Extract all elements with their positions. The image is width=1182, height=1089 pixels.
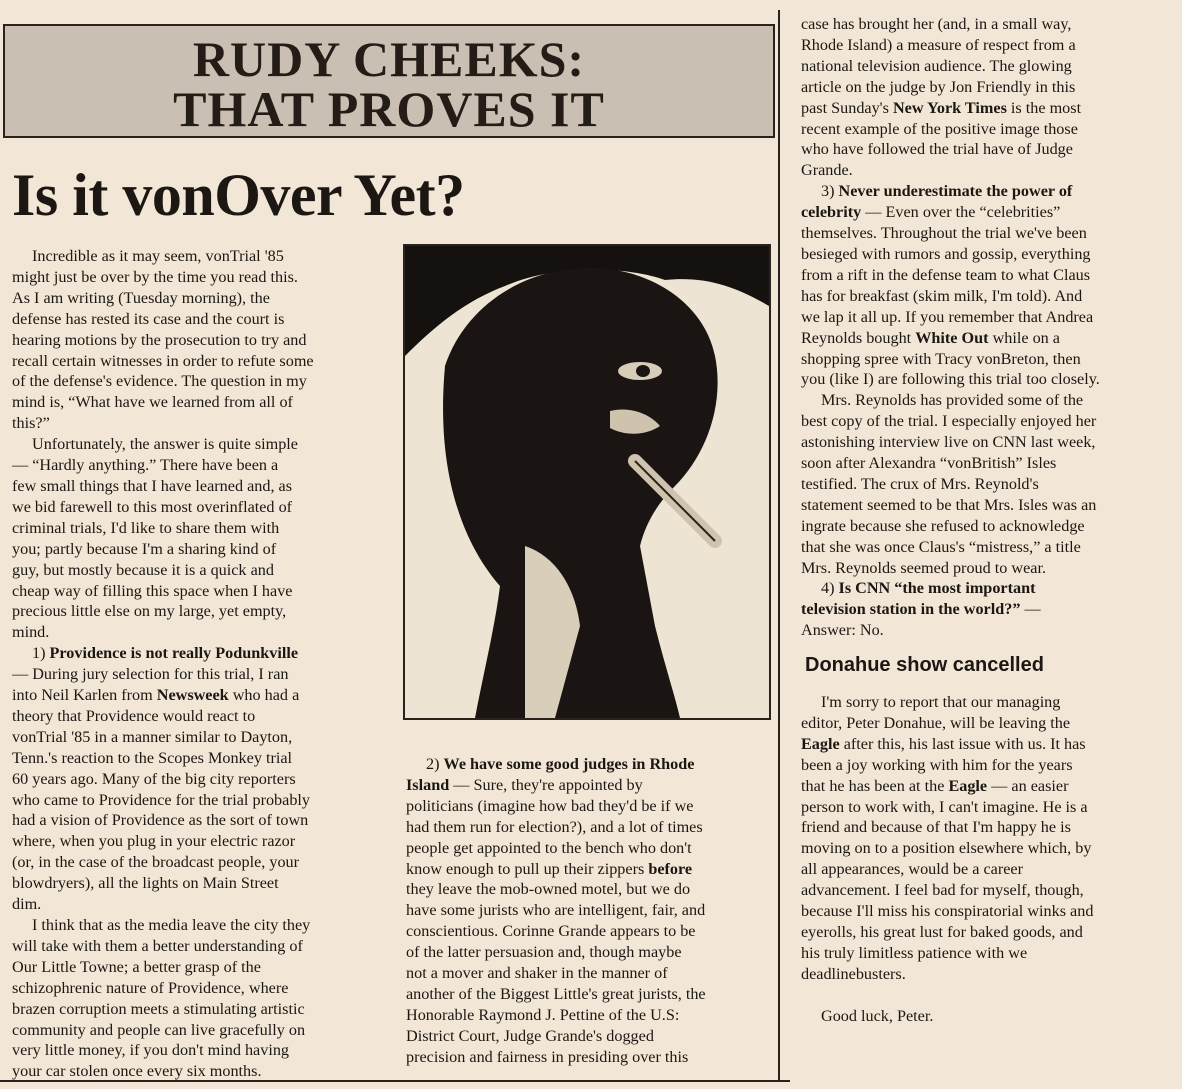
- text-run: moving on to a position elsewhere which, by: [801, 839, 1092, 858]
- text-line: [406, 1047, 772, 1068]
- text-run: Grande.: [801, 161, 853, 180]
- text-run: defense has rested its case and the court is: [12, 309, 285, 328]
- text-line: [801, 369, 1171, 390]
- text-line: [406, 796, 772, 817]
- text-run: mind.: [12, 623, 50, 642]
- text-line: [12, 978, 382, 999]
- text-run: deadlinebusters.: [801, 964, 906, 983]
- text-line: [12, 267, 382, 288]
- bold-text: White Out: [915, 328, 989, 347]
- text-line: [12, 873, 382, 894]
- bold-text: television station in the world?”: [801, 600, 1021, 619]
- text-run: community and people can live gracefully on: [12, 1020, 306, 1039]
- bold-text: Is CNN “the most important: [838, 579, 1036, 598]
- text-line: [801, 495, 1171, 516]
- text-run: Tenn.'s reaction to the Scopes Monkey trial: [12, 748, 293, 767]
- text-line: [12, 685, 382, 706]
- text-run: conscientious. Corinne Grande appears to be: [406, 922, 696, 941]
- text-line: [801, 578, 1171, 599]
- bold-text: Island: [406, 775, 450, 794]
- text-line: [801, 620, 1171, 641]
- text-run: I'm sorry to report that our managing: [821, 693, 1061, 711]
- text-line: [12, 497, 382, 518]
- text-line: [12, 936, 382, 957]
- text-run: this?”: [12, 414, 50, 433]
- text-run: — During jury selection for this trial, I ran: [12, 665, 289, 684]
- text-line: [801, 286, 1171, 307]
- text-line: [801, 734, 1171, 755]
- text-line: [12, 831, 382, 852]
- text-line: [12, 351, 382, 372]
- text-line: [801, 119, 1171, 140]
- text-line: [12, 518, 382, 539]
- text-line: [12, 622, 382, 643]
- text-line: [406, 984, 772, 1005]
- text-line: [406, 817, 772, 838]
- text-run: editor, Peter Donahue, will be leaving the: [801, 713, 1071, 732]
- bold-text: Never underestimate the power of: [838, 182, 1073, 201]
- text-run: mind is, “What have we learned from all of: [12, 393, 293, 412]
- text-run: —: [1020, 600, 1041, 619]
- text-run: after this, his last issue with us. It has: [839, 734, 1086, 753]
- text-run: eyerolls, his great lust for baked goods, and: [801, 922, 1083, 941]
- text-run: astonishing interview live on CNN last week,: [801, 433, 1096, 452]
- text-line: [801, 537, 1171, 558]
- text-line: [801, 181, 1171, 202]
- text-run: will take with them a better understanding of: [12, 936, 303, 955]
- text-run: another of the Biggest Little's great jurists, the: [406, 984, 706, 1003]
- text-run: because I'll miss his conspiratorial winks and: [801, 902, 1094, 921]
- text-run: statement seemed to be that Mrs. Isles was an: [801, 495, 1097, 514]
- text-line: [12, 1020, 382, 1041]
- text-run: 4): [821, 579, 839, 598]
- text-run: past Sunday's: [801, 98, 893, 117]
- text-line: [12, 664, 382, 685]
- column-divider: [778, 10, 780, 1080]
- text-line: [406, 859, 772, 880]
- text-line: [801, 160, 1171, 181]
- text-run: guy, but mostly because it is a quick and: [12, 560, 274, 579]
- article-column-4: [801, 692, 1171, 1027]
- text-run: has for breakfast (skim milk, I'm told). And: [801, 286, 1083, 305]
- text-line: [801, 328, 1171, 349]
- text-line: [406, 921, 772, 942]
- text-run: know enough to pull up their zippers: [406, 859, 649, 878]
- photo-smoking-figure: [403, 244, 771, 720]
- text-run: 1): [32, 644, 50, 663]
- text-run: while on a: [988, 328, 1060, 347]
- text-run: people get appointed to the bench who don't: [406, 838, 692, 857]
- text-line: [406, 754, 772, 775]
- text-line: [801, 432, 1171, 453]
- text-run: — an easier: [987, 776, 1069, 795]
- text-run: that he has been at the: [801, 776, 949, 795]
- banner-line-2: THAT PROVES IT: [173, 81, 605, 137]
- text-run: Incredible as it may seem, vonTrial '85: [32, 247, 284, 265]
- text-run: testified. The crux of Mrs. Reynold's: [801, 474, 1039, 493]
- text-run: into Neil Karlen from: [12, 686, 157, 705]
- text-run: you (like I) are following this trial too closely.: [801, 370, 1100, 389]
- text-run: (or, in the case of the broadcast people, your: [12, 853, 300, 872]
- text-line: [801, 817, 1171, 838]
- text-line: [801, 98, 1171, 119]
- text-run: best copy of the trial. I especially enjoyed her: [801, 412, 1097, 431]
- text-line: [801, 692, 1171, 713]
- text-line: [406, 1005, 772, 1026]
- text-run: national television audience. The glowing: [801, 56, 1072, 75]
- text-run: Mrs. Reynolds seemed proud to wear.: [801, 558, 1047, 577]
- text-line: [12, 581, 382, 602]
- text-line: [801, 223, 1171, 244]
- text-run: Rhode Island) a measure of respect from a: [801, 35, 1076, 54]
- text-run: might just be over by the time you read this.: [12, 267, 298, 286]
- text-line: [406, 1026, 772, 1047]
- text-run: where, when you plug in your electric razor: [12, 832, 296, 851]
- text-run: recent example of the positive image those: [801, 119, 1078, 138]
- text-run: friend and because of that I'm happy he is: [801, 818, 1071, 837]
- text-line: [12, 1040, 382, 1061]
- text-run: of the defense's evidence. The question in my: [12, 372, 307, 391]
- text-line: [12, 476, 382, 497]
- text-line: [12, 392, 382, 413]
- text-line: [801, 943, 1171, 964]
- text-run: soon after Alexandra “vonBritish” Isles: [801, 454, 1057, 473]
- text-line: [801, 390, 1171, 411]
- bold-text: celebrity: [801, 203, 862, 222]
- bold-text: Eagle: [801, 734, 840, 753]
- text-line: [12, 371, 382, 392]
- text-line: [12, 330, 382, 351]
- article-column-1: [12, 246, 382, 1082]
- text-line: [12, 769, 382, 790]
- text-line: [12, 790, 382, 811]
- text-run: Answer: No.: [801, 621, 884, 640]
- text-run: person to work with, I can't imagine. He is a: [801, 797, 1088, 816]
- text-line: [12, 999, 382, 1020]
- text-run: they leave the mob-owned motel, but we do: [406, 880, 691, 899]
- text-run: criminal trials, I'd like to share them with: [12, 518, 280, 537]
- text-line: [801, 922, 1171, 943]
- text-line: [406, 942, 772, 963]
- text-line: [12, 309, 382, 330]
- text-run: hearing motions by the prosecution to try and: [12, 330, 307, 349]
- text-line: [12, 601, 382, 622]
- section-subhead: Donahue show cancelled: [805, 654, 1044, 676]
- text-run: is the most: [1006, 98, 1082, 117]
- text-run: who have followed the trial have of Judge: [801, 140, 1073, 159]
- text-line: [12, 727, 382, 748]
- text-line: [801, 14, 1171, 35]
- text-line: [801, 516, 1171, 537]
- text-line: [801, 558, 1171, 579]
- text-line: [12, 539, 382, 560]
- text-run: your car stolen once every six months.: [12, 1062, 262, 1081]
- text-line: [801, 1006, 1171, 1027]
- text-run: shopping spree with Tracy vonBreton, then: [801, 349, 1081, 368]
- text-run: theory that Providence would react to: [12, 706, 256, 725]
- article-headline: Is it vonOver Yet?: [12, 162, 465, 228]
- text-line: [406, 775, 772, 796]
- text-run: article on the judge by Jon Friendly in this: [801, 77, 1076, 96]
- text-line: [406, 963, 772, 984]
- text-run: been a joy working with him for the years: [801, 755, 1073, 774]
- text-line: [801, 139, 1171, 160]
- text-line: [801, 985, 1171, 1006]
- text-run: precision and fairness in presiding over this: [406, 1047, 689, 1066]
- text-run: — Sure, they're appointed by: [449, 775, 643, 794]
- text-line: [12, 748, 382, 769]
- text-run: precious little else on my large, yet empty,: [12, 602, 287, 621]
- text-run: As I am writing (Tuesday morning), the: [12, 288, 270, 307]
- text-line: [801, 349, 1171, 370]
- text-line: [406, 879, 772, 900]
- text-run: Our Little Towne; a better grasp of the: [12, 957, 261, 976]
- text-run: very little money, if you don't mind having: [12, 1041, 290, 1060]
- banner-line-1: RUDY CHEEKS:: [192, 31, 586, 87]
- bold-text: We have some good judges in Rhode: [443, 755, 695, 773]
- text-line: [12, 246, 382, 267]
- text-line: [801, 265, 1171, 286]
- text-run: from a rift in the defense team to what Claus: [801, 265, 1091, 284]
- text-run: Unfortunately, the answer is quite simple: [32, 435, 298, 454]
- text-line: [406, 838, 772, 859]
- text-run: 2): [426, 755, 444, 773]
- text-run: advancement. I feel bad for myself, though,: [801, 881, 1084, 900]
- text-line: [801, 411, 1171, 432]
- text-line: [801, 838, 1171, 859]
- text-run: — “Hardly anything.” There have been a: [12, 456, 279, 475]
- text-run: 3): [821, 182, 839, 201]
- text-run: had them run for election?), and a lot of times: [406, 817, 703, 836]
- text-run: had a vision of Providence as the sort of town: [12, 811, 309, 830]
- text-line: [12, 455, 382, 476]
- text-line: [12, 413, 382, 434]
- text-run: ingrate because she refused to acknowledge: [801, 516, 1085, 535]
- text-line: [801, 599, 1171, 620]
- text-line: [801, 474, 1171, 495]
- text-run: not a mover and shaker in the manner of: [406, 964, 668, 983]
- text-line: [801, 901, 1171, 922]
- text-run: — Even over the “celebrities”: [861, 203, 1061, 222]
- text-run: his truly limitless patience with we: [801, 943, 1028, 962]
- text-run: besieged with rumors and gossip, everything: [801, 244, 1091, 263]
- text-run: you; partly because I'm a sharing kind of: [12, 539, 277, 558]
- text-run: District Court, Judge Grande's dogged: [406, 1026, 654, 1045]
- text-run: cheap way of filling this space when I have: [12, 581, 293, 600]
- text-line: [801, 859, 1171, 880]
- text-run: case has brought her (and, in a small way,: [801, 15, 1072, 33]
- text-line: [801, 776, 1171, 797]
- text-line: [801, 77, 1171, 98]
- text-line: [12, 560, 382, 581]
- text-line: [801, 964, 1171, 985]
- text-run: who had a: [228, 686, 300, 705]
- text-line: [801, 880, 1171, 901]
- text-line: [801, 713, 1171, 734]
- text-line: [12, 643, 382, 664]
- text-line: [801, 307, 1171, 328]
- text-line: [12, 957, 382, 978]
- text-run: brazen corruption meets a stimulating artistic: [12, 999, 305, 1018]
- photo-image: [405, 246, 769, 718]
- text-line: [12, 894, 382, 915]
- text-run: few small things that I have learned and, as: [12, 476, 293, 495]
- text-line: [801, 56, 1171, 77]
- article-column-2: [406, 754, 772, 1068]
- text-line: [801, 797, 1171, 818]
- text-run: Mrs. Reynolds has provided some of the: [821, 391, 1084, 410]
- text-run: of the latter persuasion and, though maybe: [406, 943, 682, 962]
- bold-text: Newsweek: [156, 686, 229, 705]
- text-run: Reynolds bought: [801, 328, 916, 347]
- text-run: dim.: [12, 895, 42, 914]
- text-run: vonTrial '85 in a manner similar to Dayton,: [12, 727, 293, 746]
- bold-text: Providence is not really Podunkville: [49, 644, 299, 663]
- text-line: [801, 35, 1171, 56]
- text-run: that she was once Claus's “mistress,” a title: [801, 537, 1081, 556]
- bold-text: New York Times: [892, 98, 1007, 117]
- text-run: themselves. Throughout the trial we've been: [801, 224, 1087, 243]
- text-run: all appearances, would be a career: [801, 860, 1023, 879]
- text-line: [801, 244, 1171, 265]
- text-line: [12, 852, 382, 873]
- text-run: Honorable Raymond J. Pettine of the U.S:: [406, 1005, 680, 1024]
- article-column-3: [801, 14, 1171, 641]
- text-line: [801, 453, 1171, 474]
- text-run: politicians (imagine how bad they'd be if we: [406, 796, 694, 815]
- column-banner: [3, 24, 775, 138]
- bottom-rule: [0, 1080, 790, 1082]
- text-line: [12, 434, 382, 455]
- text-run: I think that as the media leave the city they: [32, 916, 311, 934]
- text-run: Good luck, Peter.: [821, 1006, 934, 1025]
- text-line: [12, 706, 382, 727]
- bold-text: before: [648, 859, 693, 878]
- text-run: we lap it all up. If you remember that Andrea: [801, 307, 1094, 326]
- text-run: have some jurists who are intelligent, fair, and: [406, 901, 706, 920]
- text-line: [12, 915, 382, 936]
- text-run: 60 years ago. Many of the big city reporters: [12, 769, 296, 788]
- text-run: recall certain witnesses in order to refute some: [12, 351, 314, 370]
- bold-text: Eagle: [948, 776, 988, 795]
- text-line: [406, 900, 772, 921]
- text-line: [801, 755, 1171, 776]
- text-line: [12, 288, 382, 309]
- text-line: [801, 202, 1171, 223]
- text-run: we bid farewell to this most overinflated of: [12, 497, 293, 516]
- text-run: schizophrenic nature of Providence, where: [12, 978, 289, 997]
- text-run: blowdryers), all the lights on Main Street: [12, 874, 279, 893]
- text-run: who came to Providence for the trial probably: [12, 790, 311, 809]
- text-line: [12, 810, 382, 831]
